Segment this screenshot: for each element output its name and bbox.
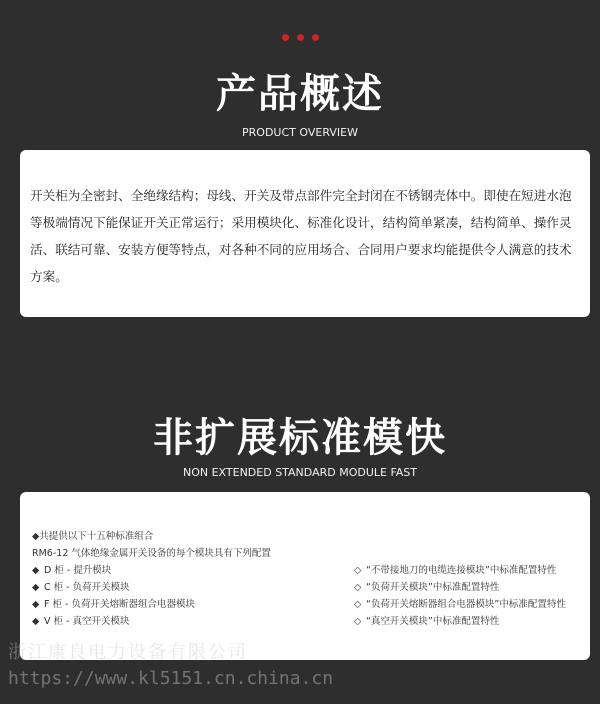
diamond-icon: ◆ (32, 599, 40, 610)
section-subtitle-modules: NON EXTENDED STANDARD MODULE FAST (183, 466, 417, 479)
list-item-label: D 柜 - 提升模块 (44, 565, 112, 576)
list-item-label: “不带接地刀的电缆连接模块”中标准配置特性 (366, 565, 557, 576)
dot (312, 34, 319, 41)
list-item-label: V 柜 - 真空开关模块 (44, 616, 130, 627)
module-list (32, 562, 195, 630)
modules-card (20, 492, 590, 660)
list-item-label: “负荷开关熔断器组合电器模块”中标准配置特性 (366, 599, 566, 610)
list-item-label: “真空开关模块”中标准配置特性 (366, 616, 500, 627)
list-item (354, 562, 566, 579)
list-item-label: F 柜 - 负荷开关熔断器组合电器模块 (44, 599, 195, 610)
list-item (32, 579, 195, 596)
section-subtitle-overview: PRODUCT OVERVIEW (242, 126, 358, 139)
section-title-overview: 产品概述 (216, 71, 384, 117)
diamond-outline-icon: ◇ (354, 565, 362, 576)
overview-card (20, 150, 590, 317)
modules-intro-line1: ◆共提供以下十五种标准组合 (32, 531, 154, 542)
section-title-modules: 非扩展标准模快 (153, 415, 447, 461)
list-item (32, 613, 195, 630)
diamond-icon: ◆ (32, 565, 40, 576)
list-item (32, 562, 195, 579)
list-item (354, 613, 566, 630)
modules-intro-line2: RM6-12 气体绝缘金属开关设备的每个模块具有下列配置 (32, 548, 271, 559)
diamond-outline-icon: ◇ (354, 599, 362, 610)
list-item (32, 596, 195, 613)
decorative-dots (0, 26, 600, 45)
watermark-company: 浙江康良电力设备有限公司 (8, 642, 248, 663)
watermark-url: https://www.kl5151.cn.china.cn (8, 668, 334, 689)
diamond-outline-icon: ◇ (354, 616, 362, 627)
diamond-icon: ◆ (32, 616, 40, 627)
dot (297, 34, 304, 41)
config-list (354, 562, 566, 630)
dot (282, 34, 289, 41)
list-item-label: C 柜 - 负荷开关模块 (44, 582, 130, 593)
diamond-icon: ◆ (32, 582, 40, 593)
list-item-label: “负荷开关模块”中标准配置特性 (366, 582, 500, 593)
list-item (354, 579, 566, 596)
overview-text: 开关柜为全密封、全绝缘结构；母线、开关及带点部件完全封闭在不锈钢壳体中。即使在短进水泡等极端情况下能保证开关正常运行；采用模块化、标准化设计，结构简单紧凑，结构简单、操作灵活、联结可靠、安装方便等特点，对各种不同的应用场合、合同用户要求均能提供令人满意的技术方案。 (30, 188, 572, 284)
list-item (354, 596, 566, 613)
diamond-outline-icon: ◇ (354, 582, 362, 593)
